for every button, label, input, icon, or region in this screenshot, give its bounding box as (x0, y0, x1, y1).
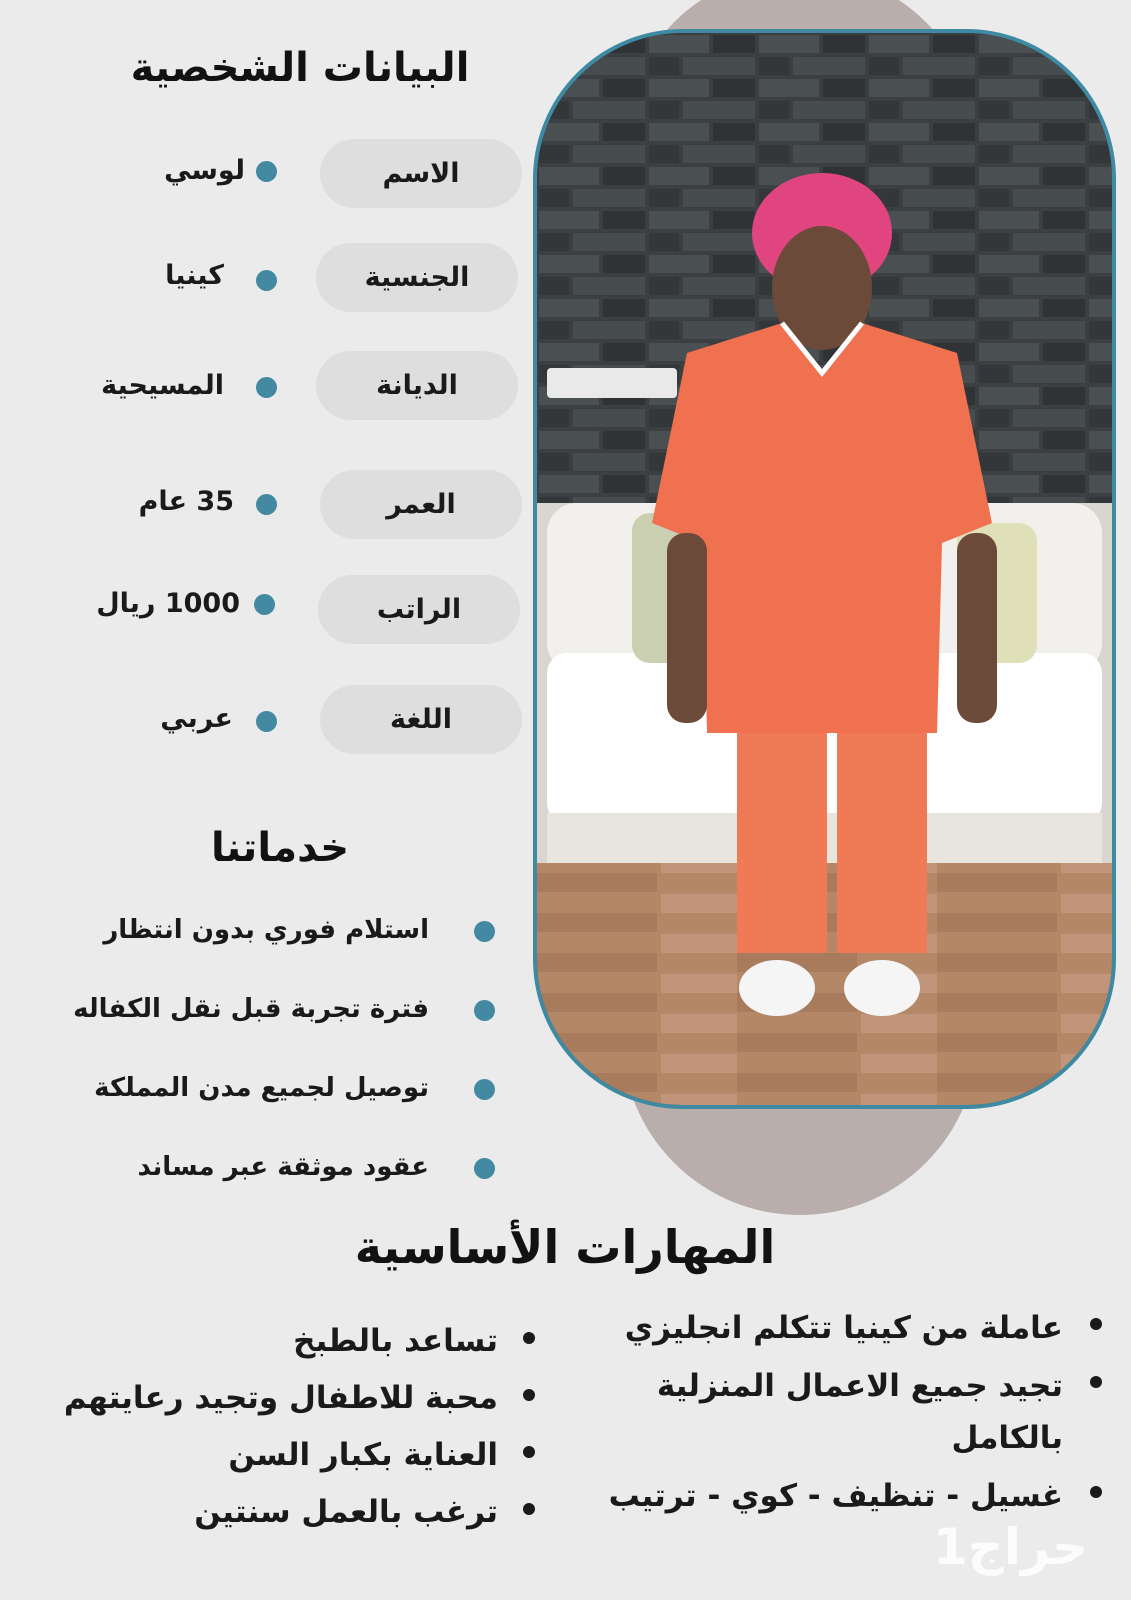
label-language: اللغة (320, 685, 522, 754)
bullet-dot (474, 921, 495, 942)
bullet-dot (523, 1332, 535, 1344)
bullet-dot (1090, 1376, 1102, 1388)
value-nationality: كينيا (165, 260, 224, 291)
bullet-dot (474, 1079, 495, 1100)
skill-item: تجيد جميع الاعمال المنزلية بالكامل (656, 1368, 1063, 1456)
skill-item: محبة للاطفال وتجيد رعايتهم (63, 1380, 498, 1416)
services-title: خدماتنا (210, 825, 350, 871)
label-nationality: الجنسية (316, 243, 518, 312)
bullet-dot (523, 1446, 535, 1458)
value-age: 35 عام (138, 486, 234, 517)
value-language: عربي (160, 703, 233, 734)
skill-item: العناية بكبار السن (228, 1437, 498, 1473)
bullet-dot (256, 161, 277, 182)
bullet-dot (256, 711, 277, 732)
label-name: الاسم (320, 139, 522, 208)
bullet-dot (523, 1503, 535, 1515)
service-item: توصيل لجميع مدن المملكة (94, 1073, 429, 1103)
worker-photo (533, 29, 1116, 1109)
bullet-dot (474, 1158, 495, 1179)
bullet-dot (256, 494, 277, 515)
service-item: عقود موثقة عبر مساند (137, 1152, 429, 1182)
personal-data-title: البيانات الشخصية (130, 45, 470, 91)
photo-illustration (537, 33, 1112, 1105)
bullet-dot (1090, 1318, 1102, 1330)
skills-title: المهارات الأساسية (354, 1220, 776, 1274)
service-item: فترة تجربة قبل نقل الكفاله (73, 994, 429, 1024)
bullet-dot (256, 270, 277, 291)
service-item: استلام فوري بدون انتظار (103, 915, 429, 945)
bullet-dot (256, 377, 277, 398)
value-name: لوسي (164, 155, 245, 186)
label-age: العمر (320, 470, 522, 539)
value-salary: 1000 ريال (96, 588, 240, 619)
skill-item: ترغب بالعمل سنتين (194, 1494, 498, 1530)
skill-item: عاملة من كينيا تتكلم انجليزي (624, 1310, 1063, 1346)
value-religion: المسيحية (101, 370, 224, 401)
bullet-dot (523, 1389, 535, 1401)
bullet-dot (1090, 1486, 1102, 1498)
bullet-dot (474, 1000, 495, 1021)
label-salary: الراتب (318, 575, 520, 644)
watermark: حراج1 (933, 1518, 1089, 1576)
label-religion: الديانة (316, 351, 518, 420)
skill-item: غسيل - تنظيف - كوي - ترتيب (608, 1478, 1063, 1514)
skill-item: تساعد بالطبخ (293, 1323, 498, 1359)
bullet-dot (254, 594, 275, 615)
